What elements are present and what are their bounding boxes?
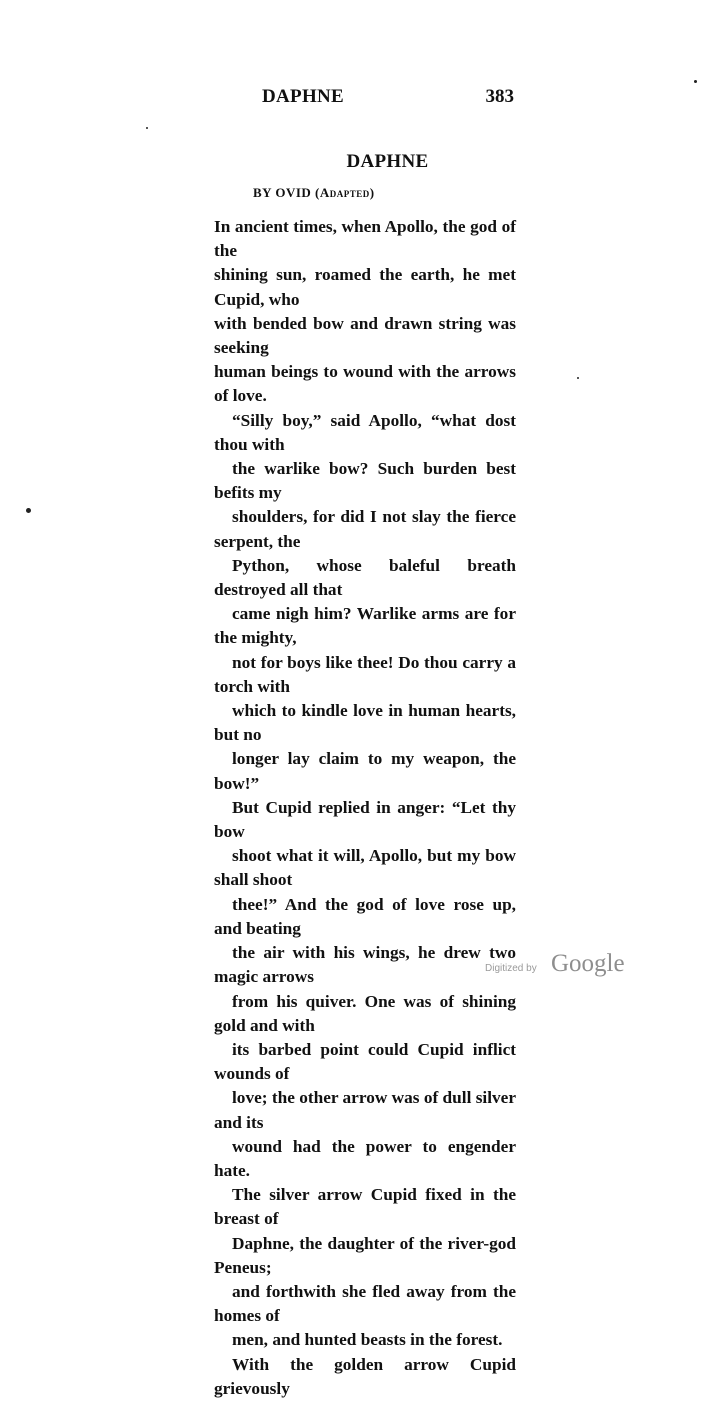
paragraph-5 [214, 1353, 516, 1401]
paragraph-3 [214, 796, 516, 1183]
text-line: shoot what it will, Apollo, but my bow shall shoot [214, 846, 516, 890]
running-title: DAPHNE [262, 86, 345, 107]
scan-speck [146, 127, 148, 129]
paragraph-1 [214, 215, 516, 409]
chapter-title: DAPHNE [346, 151, 429, 172]
text-line: with bended bow and drawn string was seeking [214, 313, 516, 358]
google-logo: Google [551, 950, 625, 977]
byline-author: BY OVID [253, 185, 312, 200]
text-line: not for boys like thee! Do thou carry a torch with [214, 652, 516, 696]
paragraph-4 [214, 1183, 516, 1352]
watermark-prefix: Digitized by [485, 963, 537, 974]
text-line: thee!” And the god of love rose up, and beating [214, 894, 516, 938]
text-line: With the golden arrow Cupid grievously [214, 1354, 516, 1398]
text-line: the air with his wings, he drew two magic arrows [214, 943, 516, 987]
scan-speck [694, 80, 697, 83]
text-line: But Cupid replied in anger: “Let thy bow [214, 797, 516, 842]
digitized-watermark [485, 950, 655, 980]
text-line: wound had the power to engender hate. [214, 1136, 516, 1180]
body-text [214, 215, 516, 1401]
running-head [262, 86, 514, 110]
byline-note: (Adapted) [315, 185, 375, 200]
page-number: 383 [485, 86, 514, 107]
text-line: which to kindle love in human hearts, but no [214, 701, 516, 745]
text-line: its barbed point could Cupid inflict wounds of [214, 1039, 516, 1084]
text-line: and forthwith she fled away from the homes of [214, 1281, 516, 1326]
text-line: The silver arrow Cupid fixed in the breast of [214, 1185, 516, 1229]
text-line: came nigh him? Warlike arms are for the mighty, [214, 604, 516, 648]
text-line: from his quiver. One was of shining gold and with [214, 991, 516, 1035]
byline [253, 185, 375, 201]
text-line: Daphne, the daughter of the river-god Peneus; [214, 1233, 516, 1277]
text-line: men, and hunted beasts in the forest. [232, 1330, 503, 1350]
scan-speck [26, 508, 31, 513]
scan-speck [577, 377, 579, 379]
text-line: shoulders, for did I not slay the fierce serpent, the [214, 507, 516, 551]
text-line: In ancient times, when Apollo, the god of the [214, 217, 516, 261]
text-line: Python, whose baleful breath destroyed all that [214, 555, 516, 600]
text-line: “Silly boy,” said Apollo, “what dost thou with [214, 410, 516, 454]
text-line: shining sun, roamed the earth, he met Cupid, who [214, 265, 516, 309]
text-line: love; the other arrow was of dull silver and its [214, 1088, 516, 1132]
text-line: the warlike bow? Such burden best befits my [214, 459, 516, 503]
paragraph-2 [214, 409, 516, 796]
text-line: longer lay claim to my weapon, the bow!” [214, 749, 516, 793]
text-line: human beings to wound with the arrows of love. [214, 362, 516, 406]
